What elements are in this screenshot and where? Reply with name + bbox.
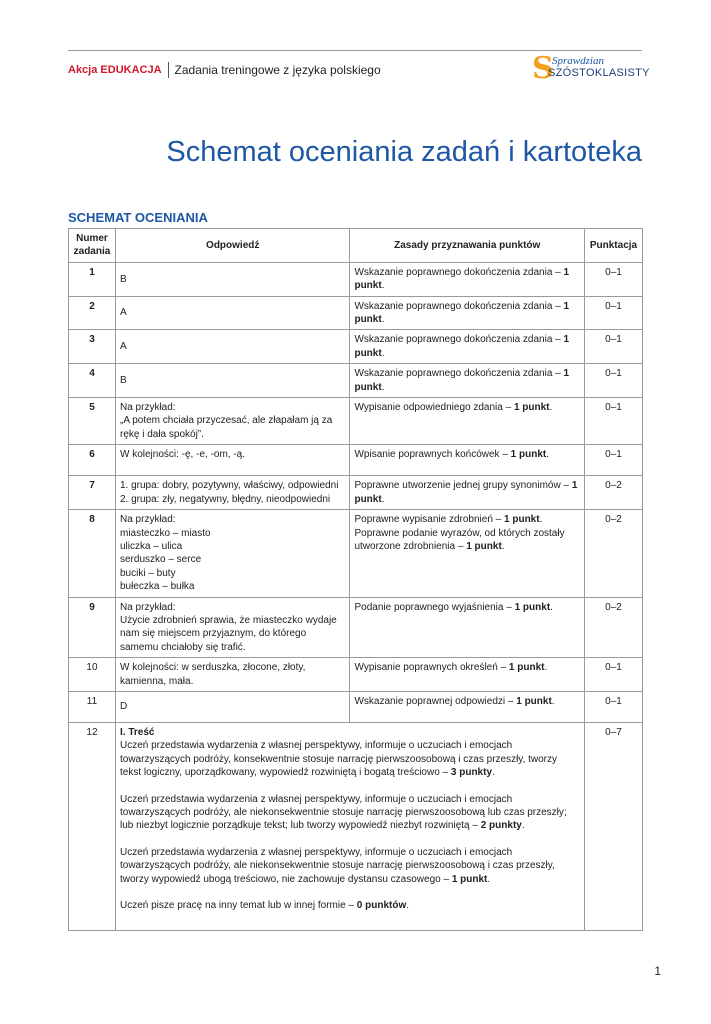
row-answer: Na przykład: miasteczko – miasto uliczka – ulica serduszko – serce buciki – buty bułeczka – bułka [115,510,349,597]
col-number-header: Numer zadania [69,229,116,263]
row-answer: A [115,330,349,364]
table-row [69,691,643,722]
row-answer: D [115,691,349,722]
row-points: 0–1 [584,330,642,364]
row-answer: B [115,364,349,398]
scoring-table [68,228,643,931]
row-rules: Poprawne wypisanie zdrobnień – 1 punkt. Poprawne podanie wyrazów, od których zostały utworzone zdrobnienia – 1 punkt. [350,510,585,597]
table-row [69,364,643,398]
header-rule [68,50,642,51]
row-number: 11 [69,691,116,722]
row-points: 0–1 [584,691,642,722]
row-points: 0–1 [584,296,642,330]
row-rules: Poprawne utworzenie jednej grupy synonimów – 1 punkt. [350,476,585,510]
row-points: 0–7 [584,722,642,930]
page-title: Schemat oceniania zadań i kartoteka [166,136,642,168]
logo-s-icon: S [532,51,554,86]
criterion: Uczeń przedstawia wydarzenia z własnej perspektywy, informuje o uczuciach i emocjach towarzyszących podróży, ale niekonsekwentnie stosuje narrację pierwszoosobową i czas przeszły, tworzy wypowiedź ubogą treściowo, nie zachowuje dystansu czasowego – 1 punkt. [119,846,555,885]
row-answer: W kolejności: -ę, -e, -om, -ą. [115,445,349,476]
logo-line1: Sprawdzian [552,55,604,67]
row-rules: Wypisanie poprawnych określeń – 1 punkt. [350,658,585,692]
brand-label: Akcja EDUKACJA [68,64,162,76]
row-points: 0–2 [584,510,642,597]
table-row [69,398,643,445]
row-answer: A [115,296,349,330]
row-answer: Na przykład: „A potem chciała przyczesać, ale złapałam ją za rękę i dała spokój”. [115,398,349,445]
criterion: Uczeń pisze pracę na inny temat lub w innej formie – 0 punktów. [119,900,410,912]
table-row [69,476,643,510]
header-left [68,62,381,78]
row-number: 3 [69,330,116,364]
table-row [69,510,643,597]
row-points: 0–1 [584,445,642,476]
row-number: 12 [69,722,116,930]
table-row [69,722,643,930]
row-number: 6 [69,445,116,476]
row-points: 0–2 [584,597,642,658]
row-criteria [115,722,584,930]
row-points: 0–1 [584,398,642,445]
page-number: 1 [654,964,661,978]
table-row [69,296,643,330]
row-points: 0–1 [584,658,642,692]
criterion: Uczeń przedstawia wydarzenia z własnej perspektywy, informuje o uczuciach i emocjach towarzyszących podróży, konsekwentnie stosuje narrację pierwszoosobową i czas przeszły, tworzy tekst logiczny, uporządkowany, wypowiedź rozwiniętą i bogatą treściowo – 3 punkty. [119,740,558,779]
row-rules: Wskazanie poprawnego dokończenia zdania – 1 punkt. [350,262,585,296]
row-answer: B [115,262,349,296]
row-rules: Wypisanie odpowiedniego zdania – 1 punkt. [350,398,585,445]
section-heading: SCHEMAT OCENIANIA [68,210,208,225]
row-rules: Wskazanie poprawnego dokończenia zdania – 1 punkt. [350,364,585,398]
criteria-heading: I. Treść [119,726,155,738]
table-row [69,597,643,658]
row-number: 7 [69,476,116,510]
sprawdzian-logo [532,51,650,86]
criterion: Uczeń przedstawia wydarzenia z własnej perspektywy, informuje o uczuciach i emocjach towarzyszących podróży, ale niekonsekwentnie stosuje narrację pierwszoosobową lub czas przeszły; lub niezbyt logicznie porządkuje tekst; lub tworzy wypowiedź niezbyt rozwiniętą – 2 punkty. [119,793,567,832]
row-rules: Podanie poprawnego wyjaśnienia – 1 punkt. [350,597,585,658]
header-separator [168,62,169,78]
row-number: 8 [69,510,116,597]
row-rules: Wskazanie poprawnego dokończenia zdania – 1 punkt. [350,330,585,364]
row-number: 1 [69,262,116,296]
row-rules: Wskazanie poprawnej odpowiedzi – 1 punkt. [350,691,585,722]
row-number: 2 [69,296,116,330]
row-number: 5 [69,398,116,445]
row-number: 9 [69,597,116,658]
row-answer: W kolejności: w serduszka, złocone, złoty, kamienna, mała. [115,658,349,692]
col-points-header: Punktacja [584,229,642,263]
row-rules: Wskazanie poprawnego dokończenia zdania – 1 punkt. [350,296,585,330]
table-row [69,658,643,692]
row-points: 0–1 [584,364,642,398]
header-subtitle: Zadania treningowe z języka polskiego [174,63,381,77]
row-number: 10 [69,658,116,692]
col-answer-header: Odpowiedź [115,229,349,263]
row-number: 4 [69,364,116,398]
table-row [69,445,643,476]
table-row [69,330,643,364]
table-row [69,262,643,296]
row-answer: Na przykład: Użycie zdrobnień sprawia, że miasteczko wydaje nam się miejscem przyjaznym, do którego samemu chciałoby się trafić. [115,597,349,658]
row-points: 0–2 [584,476,642,510]
table-header-row [69,229,643,263]
row-rules: Wpisanie poprawnych końcówek – 1 punkt. [350,445,585,476]
page-header [68,51,650,86]
row-points: 0–1 [584,262,642,296]
col-rules-header: Zasady przyznawania punktów [350,229,585,263]
logo-line2: SZÓSTOKLASISTY [548,67,650,79]
row-answer: 1. grupa: dobry, pozytywny, właściwy, odpowiedni 2. grupa: zły, negatywny, błędny, nieodpowiedni [115,476,349,510]
